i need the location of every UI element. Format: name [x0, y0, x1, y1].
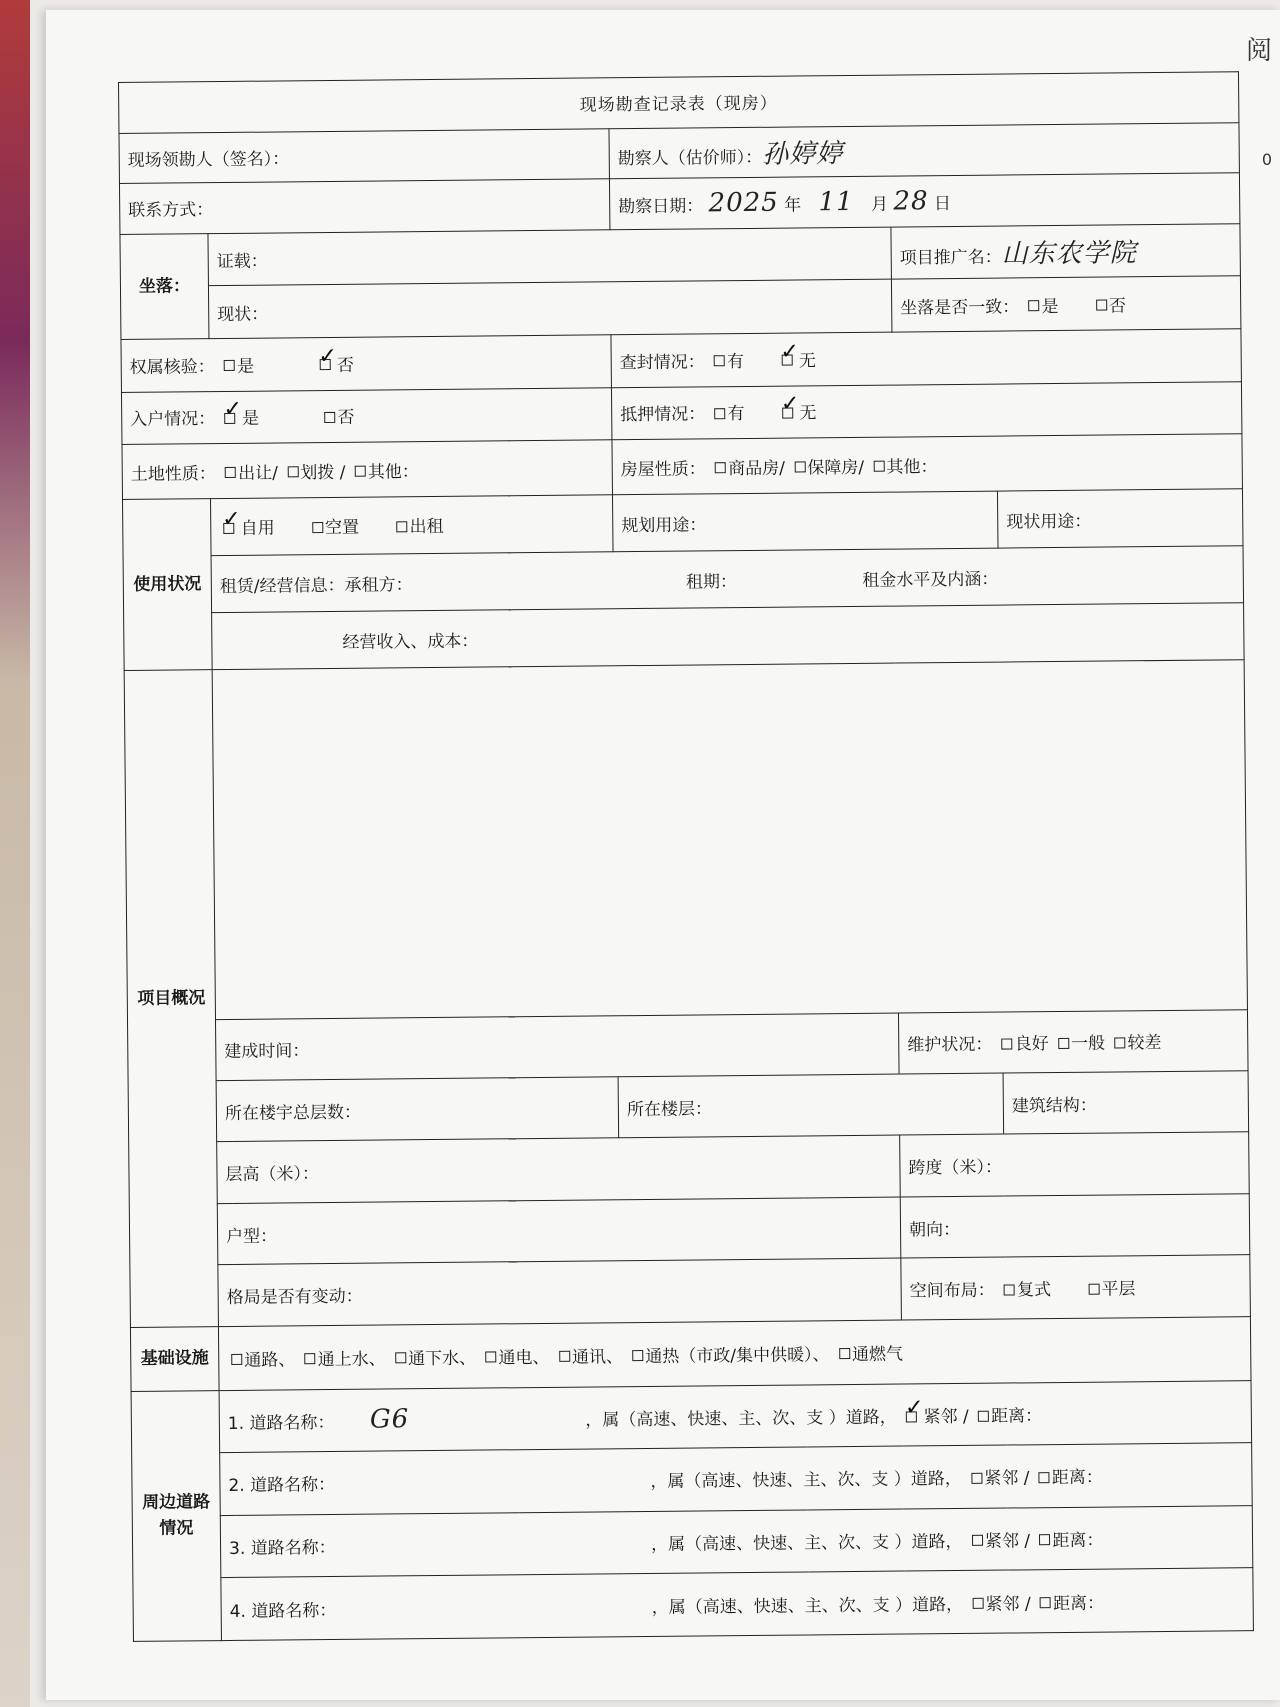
survey-year: 2025: [708, 187, 779, 219]
unit-type-label: 户型：: [225, 1226, 278, 1247]
orientation-label: 朝向：: [908, 1219, 961, 1241]
span-label: 跨度（米）：: [908, 1157, 1003, 1179]
ownership-yes-label: 是: [237, 356, 255, 377]
actual-location-label: 现状：: [217, 304, 269, 325]
infra-telecom-label: 通讯、: [571, 1346, 623, 1368]
road-distance-label: 距离：: [1052, 1593, 1105, 1614]
lease-info-cell[interactable]: [211, 546, 1244, 613]
road-name-label: 3. 道路名称：: [228, 1537, 336, 1559]
check-mark: ✓: [222, 507, 241, 533]
land-nature-label: 土地性质：: [130, 463, 216, 485]
check-mark: ✓: [780, 391, 800, 418]
floor-height-cell[interactable]: [217, 1135, 901, 1203]
road-class-text: ，属（高速、快速、主、次、支 ）道路，: [651, 1531, 963, 1555]
ownership-no-label: 否: [336, 355, 355, 376]
house-affordable-label: 保障房/: [807, 457, 865, 479]
check-mark: ✓: [904, 1395, 924, 1421]
house-other-label: 其他：: [886, 456, 938, 478]
road-adjacent-checkbox[interactable]: [971, 1473, 982, 1484]
floor-height-label: 层高（米）：: [225, 1164, 320, 1186]
layout-flat-label: 平层: [1101, 1279, 1136, 1300]
lease-term-label: 租期：: [685, 571, 738, 593]
road-adjacent-label: 紧邻: [984, 1468, 1019, 1490]
road-adjacent-label: 紧邻: [984, 1531, 1019, 1552]
road-name-value: G6: [369, 1404, 410, 1435]
road-slash: /: [1023, 1468, 1030, 1489]
check-mark: ✓: [780, 339, 799, 365]
match-yes-label: 是: [1041, 296, 1059, 317]
mortgage-cell: [611, 381, 1241, 440]
usage-section-label: 使用状况: [123, 499, 213, 671]
infrastructure-section-label: 基础设施: [130, 1326, 219, 1391]
infra-heating-label: 通热（市政/集中供暖）、: [645, 1344, 830, 1367]
entry-no-label: 否: [337, 408, 355, 429]
maint-normal-label: 一般: [1070, 1033, 1106, 1055]
structure-cell[interactable]: [1003, 1071, 1249, 1135]
ownership-label: 权属核验：: [129, 356, 215, 378]
road-slash: /: [962, 1407, 969, 1428]
road-slash: /: [1024, 1531, 1031, 1552]
survey-day: 28: [893, 185, 929, 217]
mortgage-has-checkbox[interactable]: [715, 408, 726, 419]
project-description-area[interactable]: [212, 660, 1247, 1019]
total-floors-cell[interactable]: [216, 1077, 619, 1142]
infra-water-supply-checkbox[interactable]: [305, 1353, 316, 1364]
survey-date-cell[interactable]: [609, 173, 1239, 230]
road-adjacent-checkbox[interactable]: [972, 1598, 983, 1609]
road-distance-checkbox[interactable]: [978, 1410, 989, 1421]
certified-location-label: 证载：: [216, 251, 268, 272]
road-row-4[interactable]: [221, 1568, 1254, 1641]
layout-duplex-checkbox[interactable]: [1004, 1284, 1015, 1295]
day-unit: 日: [933, 193, 952, 214]
land-other-checkbox[interactable]: [355, 466, 366, 477]
check-mark: ✓: [318, 343, 338, 369]
location-match-cell: [891, 276, 1240, 332]
land-transfer-label: 出让/: [238, 463, 278, 484]
land-other-label: 其他：: [367, 461, 419, 483]
project-name-label: 项目推广名：: [899, 247, 1002, 269]
built-time-cell[interactable]: [215, 1013, 899, 1081]
built-time-label: 建成时间：: [224, 1041, 310, 1063]
road-row-1[interactable]: [219, 1380, 1252, 1452]
entry-cell: [121, 387, 611, 444]
infra-gas-label: 通燃气: [851, 1344, 904, 1365]
infra-water-supply-label: 通上水、: [317, 1349, 386, 1370]
seizure-cell: [611, 329, 1241, 388]
layout-change-cell[interactable]: [218, 1258, 902, 1326]
maint-good-label: 良好: [1014, 1034, 1049, 1055]
form-title: 现场勘查记录表（现房）: [119, 72, 1239, 133]
surveyor-cell[interactable]: [609, 122, 1239, 179]
project-section-label: 项目概况: [124, 670, 218, 1327]
month-unit: 月: [871, 194, 889, 215]
surveyor-signature: 孙婷婷: [762, 138, 844, 170]
house-commercial-checkbox[interactable]: [715, 462, 726, 473]
road-distance-label: 距离：: [1051, 1467, 1103, 1489]
mortgage-has-label: 有: [727, 404, 745, 425]
survey-date-label: 勘察日期：: [618, 196, 704, 217]
floor-cell[interactable]: [618, 1073, 1004, 1138]
house-nature-label: 房屋性质：: [620, 459, 706, 480]
space-layout-label: 空间布局：: [909, 1280, 995, 1302]
infra-heating-checkbox[interactable]: [632, 1350, 643, 1361]
orientation-cell[interactable]: [900, 1194, 1250, 1259]
entry-label: 入户情况：: [130, 409, 216, 431]
house-commercial-label: 商品房/: [728, 458, 785, 479]
maint-poor-checkbox[interactable]: [1114, 1037, 1125, 1048]
match-yes-checkbox[interactable]: [1029, 300, 1040, 311]
road-class-text: ，属（高速、快速、主、次、支 ）道路，: [585, 1407, 897, 1431]
mortgage-label: 抵押情况：: [620, 404, 706, 426]
project-name-value: 山东农学院: [1001, 238, 1137, 270]
check-mark: ✓: [223, 397, 243, 423]
road-name-label: 2. 道路名称：: [228, 1475, 336, 1497]
road-slash: /: [1024, 1593, 1031, 1614]
current-use-label: 现状用途：: [1006, 511, 1092, 533]
usage-rented-checkbox[interactable]: [396, 521, 407, 532]
maintenance-cell: [898, 1009, 1248, 1074]
seizure-label: 查封情况：: [619, 352, 705, 373]
space-layout-cell: [901, 1255, 1251, 1320]
match-no-checkbox[interactable]: [1096, 300, 1107, 311]
unit-type-cell[interactable]: [217, 1197, 901, 1265]
lease-info-label: 租赁/经营信息：承租方：: [219, 574, 413, 597]
ownership-yes-checkbox[interactable]: [224, 360, 235, 371]
current-use-cell[interactable]: [997, 489, 1243, 548]
margin-mark: 0: [1261, 150, 1272, 169]
seizure-none-label: 无: [798, 351, 817, 372]
entry-yes-label: 是: [241, 409, 260, 430]
structure-label: 建筑结构：: [1011, 1095, 1097, 1117]
house-other-checkbox[interactable]: [873, 461, 884, 472]
maint-poor-label: 较差: [1127, 1033, 1162, 1054]
maint-normal-checkbox[interactable]: [1058, 1038, 1069, 1049]
span-cell[interactable]: [900, 1132, 1250, 1197]
planned-use-cell[interactable]: [612, 491, 998, 552]
seizure-has-checkbox[interactable]: [714, 355, 725, 366]
usage-rented-label: 出租: [409, 517, 444, 538]
infra-telecom-checkbox[interactable]: [559, 1351, 570, 1362]
contact-label: 联系方式：: [128, 200, 214, 222]
land-allocated-checkbox[interactable]: [287, 466, 298, 477]
infra-power-label: 通电、: [498, 1347, 550, 1369]
certified-location-cell[interactable]: [208, 227, 891, 286]
road-class-text: ，属（高速、快速、主、次、支 ）道路，: [651, 1594, 964, 1618]
rent-level-label: 租金水平及内涵：: [862, 569, 999, 591]
match-no-label: 否: [1108, 295, 1127, 317]
surveyor-label: 勘察人（估价师）：: [617, 147, 763, 169]
location-match-label: 坐落是否一致：: [900, 296, 1020, 319]
infra-road-checkbox[interactable]: [231, 1354, 242, 1365]
margin-note: 阅: [1245, 36, 1272, 66]
layout-flat-checkbox[interactable]: [1088, 1283, 1099, 1294]
infra-power-checkbox[interactable]: [485, 1352, 496, 1363]
usage-options-cell: [211, 495, 614, 556]
land-allocated-label: 划拨 /: [300, 462, 346, 483]
usage-vacant-checkbox[interactable]: [312, 522, 323, 533]
layout-duplex-label: 复式: [1016, 1280, 1052, 1301]
entry-no-checkbox[interactable]: [324, 412, 335, 423]
income-cost-label: 经营收入、成本：: [342, 631, 479, 653]
land-nature-cell: [122, 440, 613, 500]
mortgage-none-label: 无: [799, 403, 817, 424]
location-section-label: 坐落：: [120, 233, 209, 339]
contact-cell[interactable]: [119, 179, 609, 234]
road-row-2[interactable]: [220, 1443, 1253, 1515]
road-adjacent-label: 紧邻: [985, 1594, 1020, 1615]
road-distance-label: 距离：: [1052, 1530, 1104, 1552]
layout-change-label: 格局是否有变动：: [226, 1286, 363, 1309]
maint-good-checkbox[interactable]: [1002, 1038, 1013, 1049]
usage-self-label: 自用: [240, 518, 275, 540]
planned-use-label: 规划用途：: [621, 515, 707, 536]
road-distance-checkbox[interactable]: [1040, 1597, 1051, 1608]
usage-vacant-label: 空置: [325, 517, 360, 539]
road-distance-checkbox[interactable]: [1039, 1472, 1050, 1483]
background-edge: [0, 0, 30, 1707]
road-adjacent-checkbox[interactable]: [972, 1535, 983, 1546]
lead-surveyor-label: 现场领勘人（签名）：: [127, 149, 290, 171]
road-distance-label: 距离：: [990, 1406, 1043, 1427]
infra-gas-checkbox[interactable]: [839, 1348, 850, 1359]
roads-section-label: 周边道路情况: [131, 1390, 221, 1641]
income-cost-cell[interactable]: [212, 603, 1245, 670]
floor-label: 所在楼层：: [626, 1099, 712, 1120]
road-name-label: 1. 道路名称：: [227, 1413, 335, 1435]
infra-drainage-label: 通下水、: [407, 1348, 477, 1369]
land-transfer-checkbox[interactable]: [225, 467, 236, 478]
house-nature-cell: [612, 434, 1242, 495]
infrastructure-cell: [218, 1317, 1251, 1391]
house-affordable-checkbox[interactable]: [794, 462, 805, 473]
survey-form: [118, 71, 1253, 1642]
ownership-cell: [121, 335, 611, 392]
lead-surveyor-cell[interactable]: [119, 128, 609, 183]
survey-table: [118, 71, 1254, 1642]
road-distance-checkbox[interactable]: [1039, 1535, 1050, 1546]
infra-road-label: 通路、: [244, 1350, 296, 1371]
infra-drainage-checkbox[interactable]: [395, 1352, 406, 1363]
total-floors-label: 所在楼宇总层数：: [224, 1102, 361, 1124]
road-class-text: ，属（高速、快速、主、次、支 ）道路，: [650, 1469, 962, 1493]
actual-location-cell[interactable]: [208, 279, 891, 338]
road-row-3[interactable]: [220, 1505, 1253, 1577]
road-name-label: 4. 道路名称：: [229, 1600, 337, 1622]
road-adjacent-label: 紧邻: [923, 1407, 958, 1428]
year-unit: 年: [784, 195, 802, 216]
seizure-has-label: 有: [727, 351, 745, 372]
survey-month: 11: [818, 186, 854, 218]
project-name-cell[interactable]: [891, 223, 1240, 279]
maintenance-label: 维护状况：: [907, 1034, 993, 1056]
